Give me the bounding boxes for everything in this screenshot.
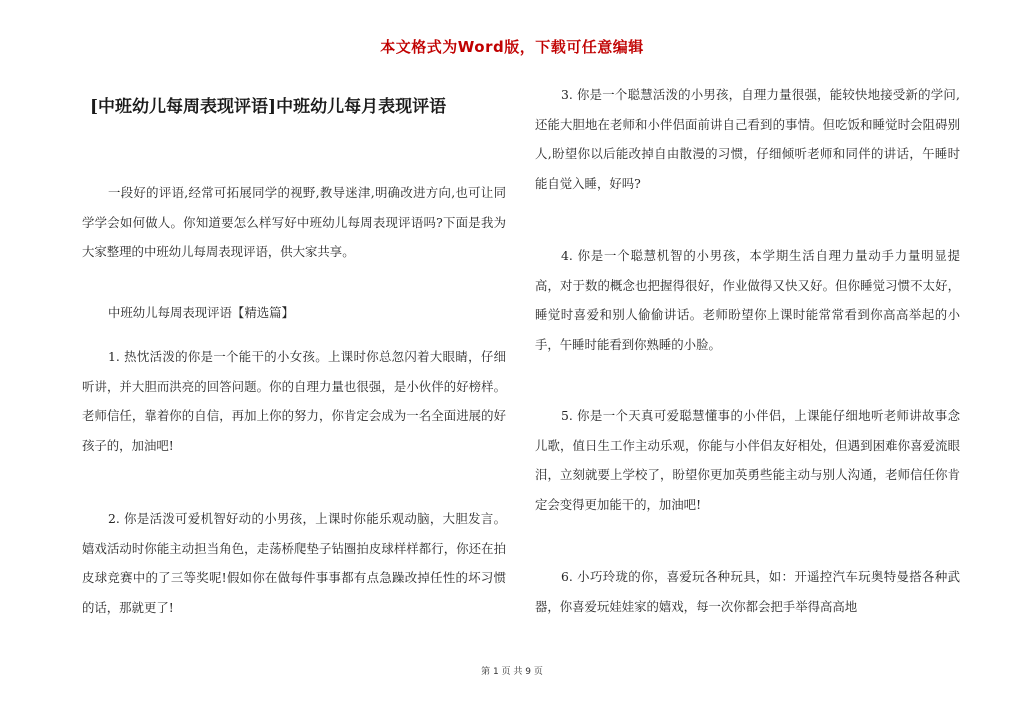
document-title: [中班幼儿每周表现评语]中班幼儿每月表现评语 [90, 97, 447, 117]
intro-paragraph: 一段好的评语,经常可拓展同学的视野,教导迷津,明确改进方向,也可让同学学会如何做人。你知道要怎么样写好中班幼儿每周表现评语吗?下面是我为大家整理的中班幼儿每周表现评语，供大家共享。 [82, 185, 506, 260]
comment-item-6: 6. 小巧玲珑的你，喜爱玩各种玩具，如：开遥控汽车玩奥特曼搭各种武器，你喜爱玩娃娃家的嬉戏，每一次你都会把手举得高高地 [535, 569, 960, 614]
comment-item-3: 3. 你是一个聪慧活泼的小男孩，自理力量很强，能较快地接受新的学问,还能大胆地在老师和小伴侣面前讲自己看到的事情。但吃饭和睡觉时会阻碍别人,盼望你以后能改掉自由散漫的习惯，仔细倾听老师和同伴的讲话，午睡时能自觉入睡，好吗? [535, 87, 960, 191]
comment-item-2: 2. 你是活泼可爱机智好动的小男孩，上课时你能乐观动脑，大胆发言。嬉戏活动时你能主动担当角色，走荡桥爬垫子钻圈拍皮球样样都行，你还在拍皮球竞赛中的了三等奖呢!假如你在做每件事事都有点急躁改掉任性的坏习惯的话，那就更了! [82, 511, 506, 615]
page-number-footer: 第 1 页 共 9 页 [481, 667, 543, 677]
comment-item-4: 4. 你是一个聪慧机智的小男孩，本学期生活自理力量动手力量明显提高，对于数的概念也把握得很好，作业做得又快又好。但你睡觉习惯不太好，睡觉时喜爱和别人偷偷讲话。老师盼望你上课时能常常看到你高高举起的小手，午睡时能看到你熟睡的小脸。 [535, 248, 960, 352]
comment-item-1: 1. 热忱活泼的你是一个能干的小女孩。上课时你总忽闪着大眼睛，仔细听讲，并大胆而洪亮的回答问题。你的自理力量也很强，是小伙伴的好榜样。老师信任，靠着你的自信，再加上你的努力，你肯定会成为一名全面进展的好孩子的，加油吧! [82, 349, 506, 453]
section-heading: 中班幼儿每周表现评语【精选篇】 [108, 305, 294, 320]
comment-item-5: 5. 你是一个天真可爱聪慧懂事的小伴侣，上课能仔细地听老师讲故事念儿歌，值日生工作主动乐观，你能与小伴侣友好相处，但遇到困难你喜爱流眼泪，立刻就要上学校了，盼望你更加英勇些能主动与别人沟通，老师信任你肯定会变得更加能干的，加油吧! [535, 408, 960, 512]
format-notice-banner: 本文格式为Word版，下载可任意编辑 [380, 38, 644, 56]
